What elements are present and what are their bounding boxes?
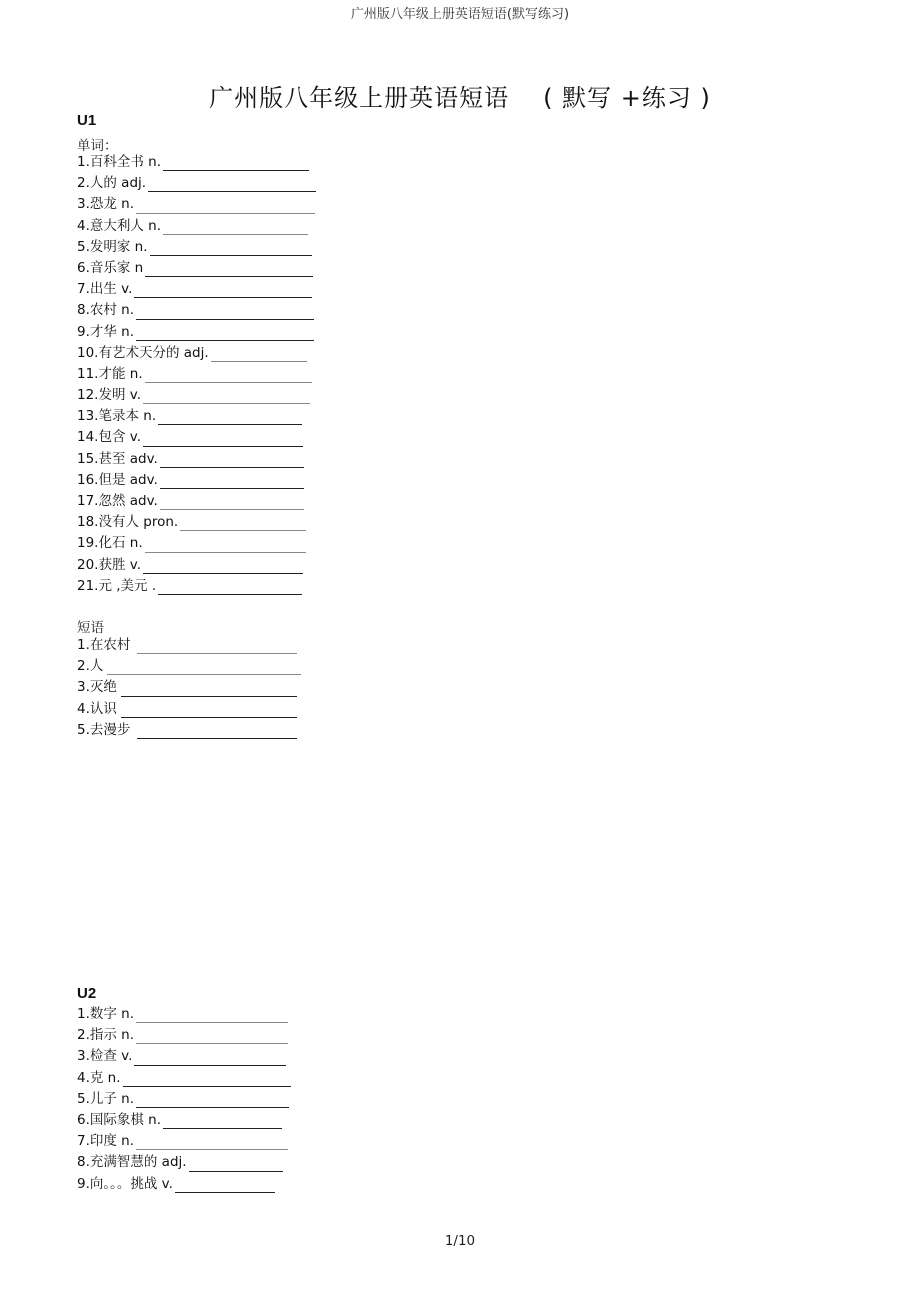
answer-blank[interactable] bbox=[136, 1007, 288, 1023]
answer-blank[interactable] bbox=[136, 1092, 289, 1108]
answer-blank[interactable] bbox=[163, 219, 308, 235]
list-item: 5.发明家 n. bbox=[77, 237, 316, 258]
unit1-phrase-list bbox=[77, 635, 301, 741]
unit1-words-label: 单词： bbox=[77, 138, 118, 154]
list-item: 3.恐龙 n. bbox=[77, 194, 316, 215]
answer-blank[interactable] bbox=[136, 304, 314, 320]
answer-blank[interactable] bbox=[143, 558, 303, 574]
list-item: 6.国际象棋 n. bbox=[77, 1110, 291, 1131]
answer-blank[interactable] bbox=[145, 261, 313, 277]
answer-blank[interactable] bbox=[143, 431, 303, 447]
list-item: 17.忽然 adv. bbox=[77, 491, 316, 512]
answer-blank[interactable] bbox=[137, 723, 297, 739]
answer-blank[interactable] bbox=[121, 681, 297, 697]
answer-blank[interactable] bbox=[136, 1134, 288, 1150]
list-item: 5.儿子 n. bbox=[77, 1089, 291, 1110]
unit1-phrases-label: 短语 bbox=[77, 620, 104, 636]
answer-blank[interactable] bbox=[148, 176, 316, 192]
answer-blank[interactable] bbox=[123, 1071, 291, 1087]
answer-blank[interactable] bbox=[189, 1156, 283, 1172]
answer-blank[interactable] bbox=[180, 515, 306, 531]
list-item: 3.灭绝 bbox=[77, 677, 301, 698]
unit1-word-list bbox=[77, 152, 316, 597]
answer-blank[interactable] bbox=[175, 1177, 275, 1193]
list-item: 1.百科全书 n. bbox=[77, 152, 316, 173]
list-item: 9.才华 n. bbox=[77, 322, 316, 343]
answer-blank[interactable] bbox=[150, 240, 312, 256]
list-item: 5.去漫步 bbox=[77, 720, 301, 741]
list-item: 7.印度 n. bbox=[77, 1131, 291, 1152]
list-item: 4.克 n. bbox=[77, 1068, 291, 1089]
list-item: 11.才能 n. bbox=[77, 364, 316, 385]
list-item: 4.认识 bbox=[77, 699, 301, 720]
answer-blank[interactable] bbox=[134, 282, 312, 298]
list-item: 2.人 bbox=[77, 656, 301, 677]
answer-blank[interactable] bbox=[137, 638, 297, 654]
list-item: 21.元 ,美元 . bbox=[77, 576, 316, 597]
answer-blank[interactable] bbox=[160, 473, 304, 489]
list-item: 6.音乐家 n bbox=[77, 258, 316, 279]
answer-blank[interactable] bbox=[143, 388, 310, 404]
answer-blank[interactable] bbox=[160, 494, 304, 510]
list-item: 2.指示 n. bbox=[77, 1025, 291, 1046]
page-number: 1/10 bbox=[444, 1233, 476, 1249]
list-item: 8.农村 n. bbox=[77, 300, 316, 321]
list-item: 3.检查 v. bbox=[77, 1046, 291, 1067]
answer-blank[interactable] bbox=[145, 537, 306, 553]
answer-blank[interactable] bbox=[107, 659, 301, 675]
list-item: 13.笔录本 n. bbox=[77, 406, 316, 427]
list-item: 7.出生 v. bbox=[77, 279, 316, 300]
list-item: 9.向。。。挑战 v. bbox=[77, 1174, 291, 1195]
list-item: 19.化石 n. bbox=[77, 533, 316, 554]
page-title-sub: ( 默写 +练习 ) bbox=[543, 84, 711, 112]
list-item: 15.甚至 adv. bbox=[77, 449, 316, 470]
list-item: 2.人的 adj. bbox=[77, 173, 316, 194]
answer-blank[interactable] bbox=[211, 346, 307, 362]
answer-blank[interactable] bbox=[136, 325, 314, 341]
unit2-heading: U2 bbox=[77, 985, 97, 1002]
list-item: 1.数字 n. bbox=[77, 1004, 291, 1025]
list-item: 12.发明 v. bbox=[77, 385, 316, 406]
list-item: 8.充满智慧的 adj. bbox=[77, 1152, 291, 1173]
answer-blank[interactable] bbox=[163, 155, 309, 171]
answer-blank[interactable] bbox=[136, 1028, 288, 1044]
answer-blank[interactable] bbox=[121, 702, 297, 718]
list-item: 14.包含 v. bbox=[77, 427, 316, 448]
unit1-heading: U1 bbox=[77, 112, 97, 129]
page-title bbox=[0, 78, 920, 113]
answer-blank[interactable] bbox=[136, 198, 315, 214]
answer-blank[interactable] bbox=[134, 1050, 286, 1066]
answer-blank[interactable] bbox=[158, 579, 302, 595]
running-header: 广州版八年级上册英语短语(默写练习) bbox=[350, 7, 570, 22]
answer-blank[interactable] bbox=[163, 1113, 282, 1129]
answer-blank[interactable] bbox=[158, 409, 302, 425]
list-item: 10.有艺术天分的 adj. bbox=[77, 343, 316, 364]
list-item: 18.没有人 pron. bbox=[77, 512, 316, 533]
answer-blank[interactable] bbox=[160, 452, 304, 468]
list-item: 4.意大利人 n. bbox=[77, 216, 316, 237]
answer-blank[interactable] bbox=[145, 367, 312, 383]
page-title-main: 广州版八年级上册英语短语 bbox=[209, 84, 510, 112]
list-item: 20.获胜 v. bbox=[77, 555, 316, 576]
list-item: 1.在农村 bbox=[77, 635, 301, 656]
unit2-word-list bbox=[77, 1004, 291, 1195]
list-item: 16.但是 adv. bbox=[77, 470, 316, 491]
